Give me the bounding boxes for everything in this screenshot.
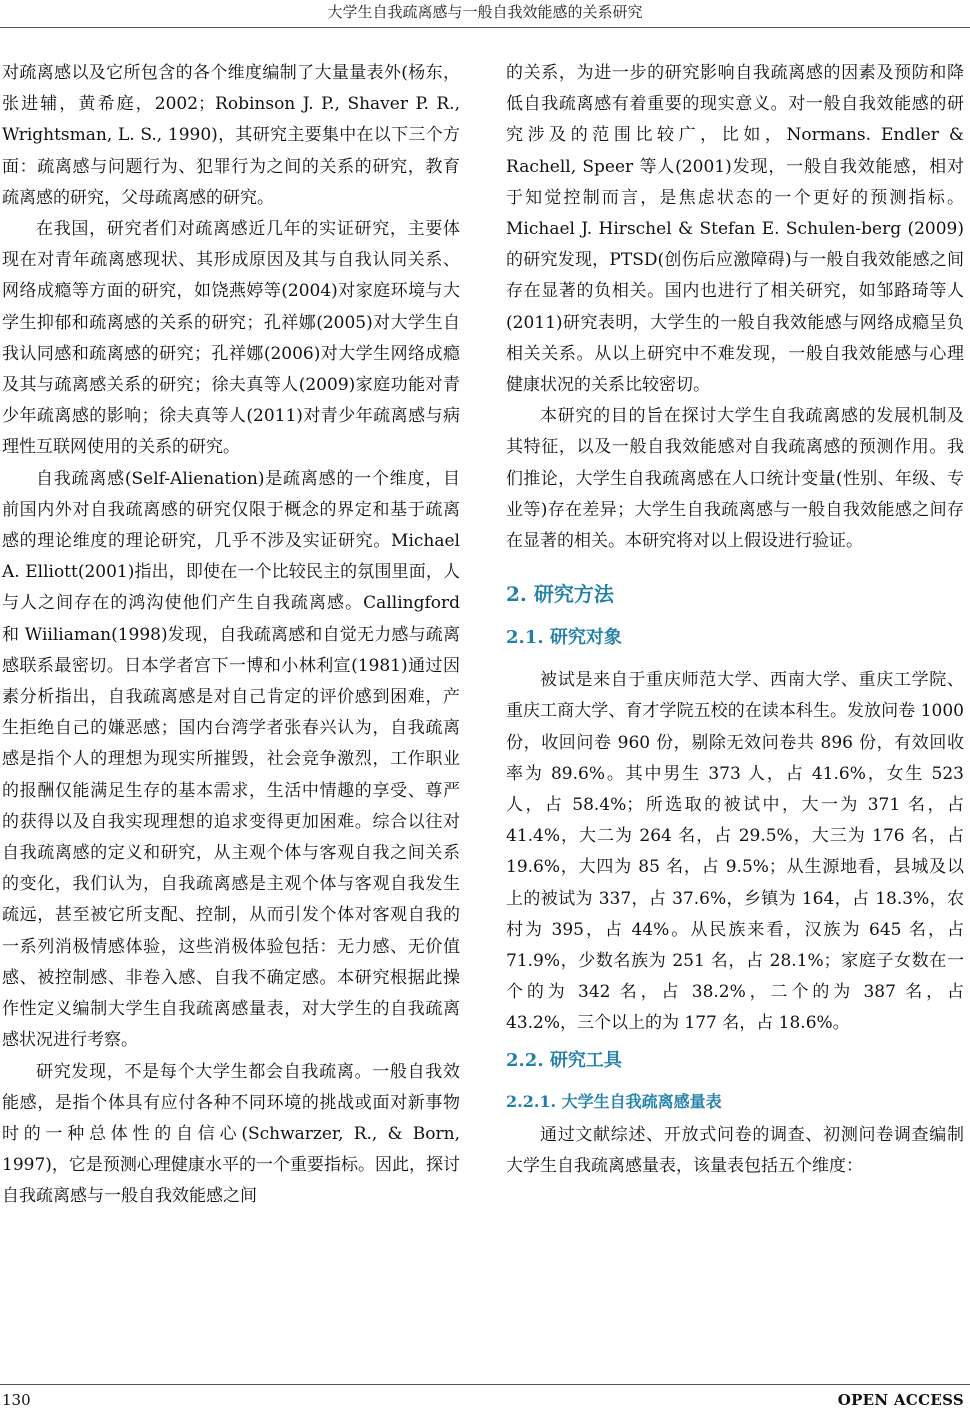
- paragraph: 对疏离感以及它所包含的各个维度编制了大量量表外(杨东，张进辅，黄希庭，2002；Robinson J. P., Shaver P. R., Wrightsman, L. S., 1990)，其研究主要集中在以下三个方面：疏离感与问题行为、犯罪行为之间的关系的研究，教育疏离感的研究，父母疏离感的研究。: [2, 63, 460, 208]
- subsection-heading: 2.1. 研究对象: [506, 627, 622, 649]
- left-column: [2, 58, 460, 1213]
- subsubsection-heading: 2.2.1. 大学生自我疏离感量表: [506, 1091, 722, 1111]
- paragraph: 本研究的目的旨在探讨大学生自我疏离感的发展机制及其特征，以及一般自我效能感对自我疏离感的预测作用。我们推论，大学生自我疏离感在人口统计变量(性别、年级、专业等)存在差异；大学生自我疏离感与一般自我效能感之间存在显著的相关。本研究将对以上假设进行验证。: [506, 406, 964, 552]
- header-divider: [0, 27, 970, 28]
- paragraph: 在我国，研究者们对疏离感近几年的实证研究，主要体现在对青年疏离感现状、其形成原因及其与自我认同关系、网络成瘾等方面的研究，如饶燕婷等(2004)对家庭环境与大学生抑郁和疏离感的关系的研究；孔祥娜(2005)对大学生自我认同感和疏离感的研究；孔祥娜(2006)对大学生网络成瘾及其与疏离感关系的研究；徐夫真等人(2009)家庭功能对青少年疏离感的影响；徐夫真等人(2011)对青少年疏离感与病理性互联网使用的关系的研究。: [2, 219, 460, 458]
- footer-divider: [0, 1384, 970, 1385]
- running-header: 大学生自我疏离感与一般自我效能感的关系研究: [327, 3, 643, 21]
- subsection-heading: 2.2. 研究工具: [506, 1049, 622, 1071]
- paragraph: 被试是来自于重庆师范大学、西南大学、重庆工学院、重庆工商大学、育才学院五校的在读本科生。发放问卷 1000 份，收回问卷 960 份，剔除无效问卷共 896 份，有效回收率为 89.6%。其中男生 373 人，占 41.6%，女生 523 人，占 58.4%；所选取的被试中，大一为 371 名，占 41.4%，大二为 264 名，占 29.5%，大三为 176 名，占 19.6%，大四为 85 名，占 9.5%；从生源地看，县城及以上的被试为 337，占 37.6%，乡镇为 164，占 18.3%，农村为 395，占 44%。从民族来看，汉族为 645 名，占 71.9%，少数名族为 251 名，占 28.1%；家庭子女数在一个的为 342 名，占 38.2%，二个的为 387 名，占 43.2%，三个以上的为 177 名，占 18.6%。: [506, 670, 964, 1034]
- paragraph: 自我疏离感(Self-Alienation)是疏离感的一个维度，目前国内外对自我疏离感的研究仅限于概念的界定和基于疏离感的理论维度的理论研究，几乎不涉及实证研究。Michael A. Elliott(2001)指出，即使在一个比较民主的氛围里面，人与人之间存在的鸿沟使他们产生自我疏离感。Callingford 和 Wiiliaman(1998)发现，自我疏离感和自觉无力感与疏离感联系最密切。日本学者宫下一博和小林利宣(1981)通过因素分析指出，自我疏离感是对自己肯定的评价感到困难，产生拒绝自己的嫌恶感；国内台湾学者张春兴认为，自我疏离感是指个人的理想为现实所摧毁，社会竞争激烈，工作职业的报酬仅能满足生存的基本需求，生活中情趣的享受、尊严的获得以及自我实现理想的追求变得更加困难。综合以往对自我疏离感的定义和研究，从主观个体与客观自我之间关系的变化，我们认为，自我疏离感是主观个体与客观自我发生疏远，甚至被它所支配、控制，从而引发个体对客观自我的一系列消极情感体验，这些消极体验包括：无力感、无价值感、被控制感、非卷入感、自我不确定感。本研究根据此操作性定义编制大学生自我疏离感量表，对大学生的自我疏离感状况进行考察。: [2, 468, 460, 1051]
- paragraph: 研究发现，不是每个大学生都会自我疏离。一般自我效能感，是指个体具有应付各种不同环境的挑战或面对新事物时的一种总体性的自信心(Schwarzer, R., & Born, 1997)，它是预测心理健康水平的一个重要指标。因此，探讨自我疏离感与一般自我效能感之间: [2, 1061, 460, 1207]
- paragraph: 通过文献综述、开放式问卷的调查、初测问卷调查编制大学生自我疏离感量表，该量表包括五个维度：: [506, 1124, 964, 1176]
- page-number: 130: [2, 1391, 31, 1409]
- right-column: [506, 58, 964, 1182]
- open-access-label: OPEN ACCESS: [837, 1391, 964, 1409]
- paragraph: 的关系，为进一步的研究影响自我疏离感的因素及预防和降低自我疏离感有着重要的现实意义。对一般自我效能感的研究涉及的范围比较广，比如，Normans. Endler & Rachell, Speer 等人(2001)发现，一般自我效能感，相对于知觉控制而言，是焦虑状态的一个更好的预测指标。Michael J. Hirschel & Stefan E. Schulen-berg (2009)的研究发现，PTSD(创伤后应激障碍)与一般自我效能感之间存在显著的负相关。国内也进行了相关研究，如邹路琦等人(2011)研究表明，大学生的一般自我效能感与网络成瘾呈负相关关系。从以上研究中不难发现，一般自我效能感与心理健康状况的关系比较密切。: [506, 63, 964, 396]
- section-heading: 2. 研究方法: [506, 582, 614, 607]
